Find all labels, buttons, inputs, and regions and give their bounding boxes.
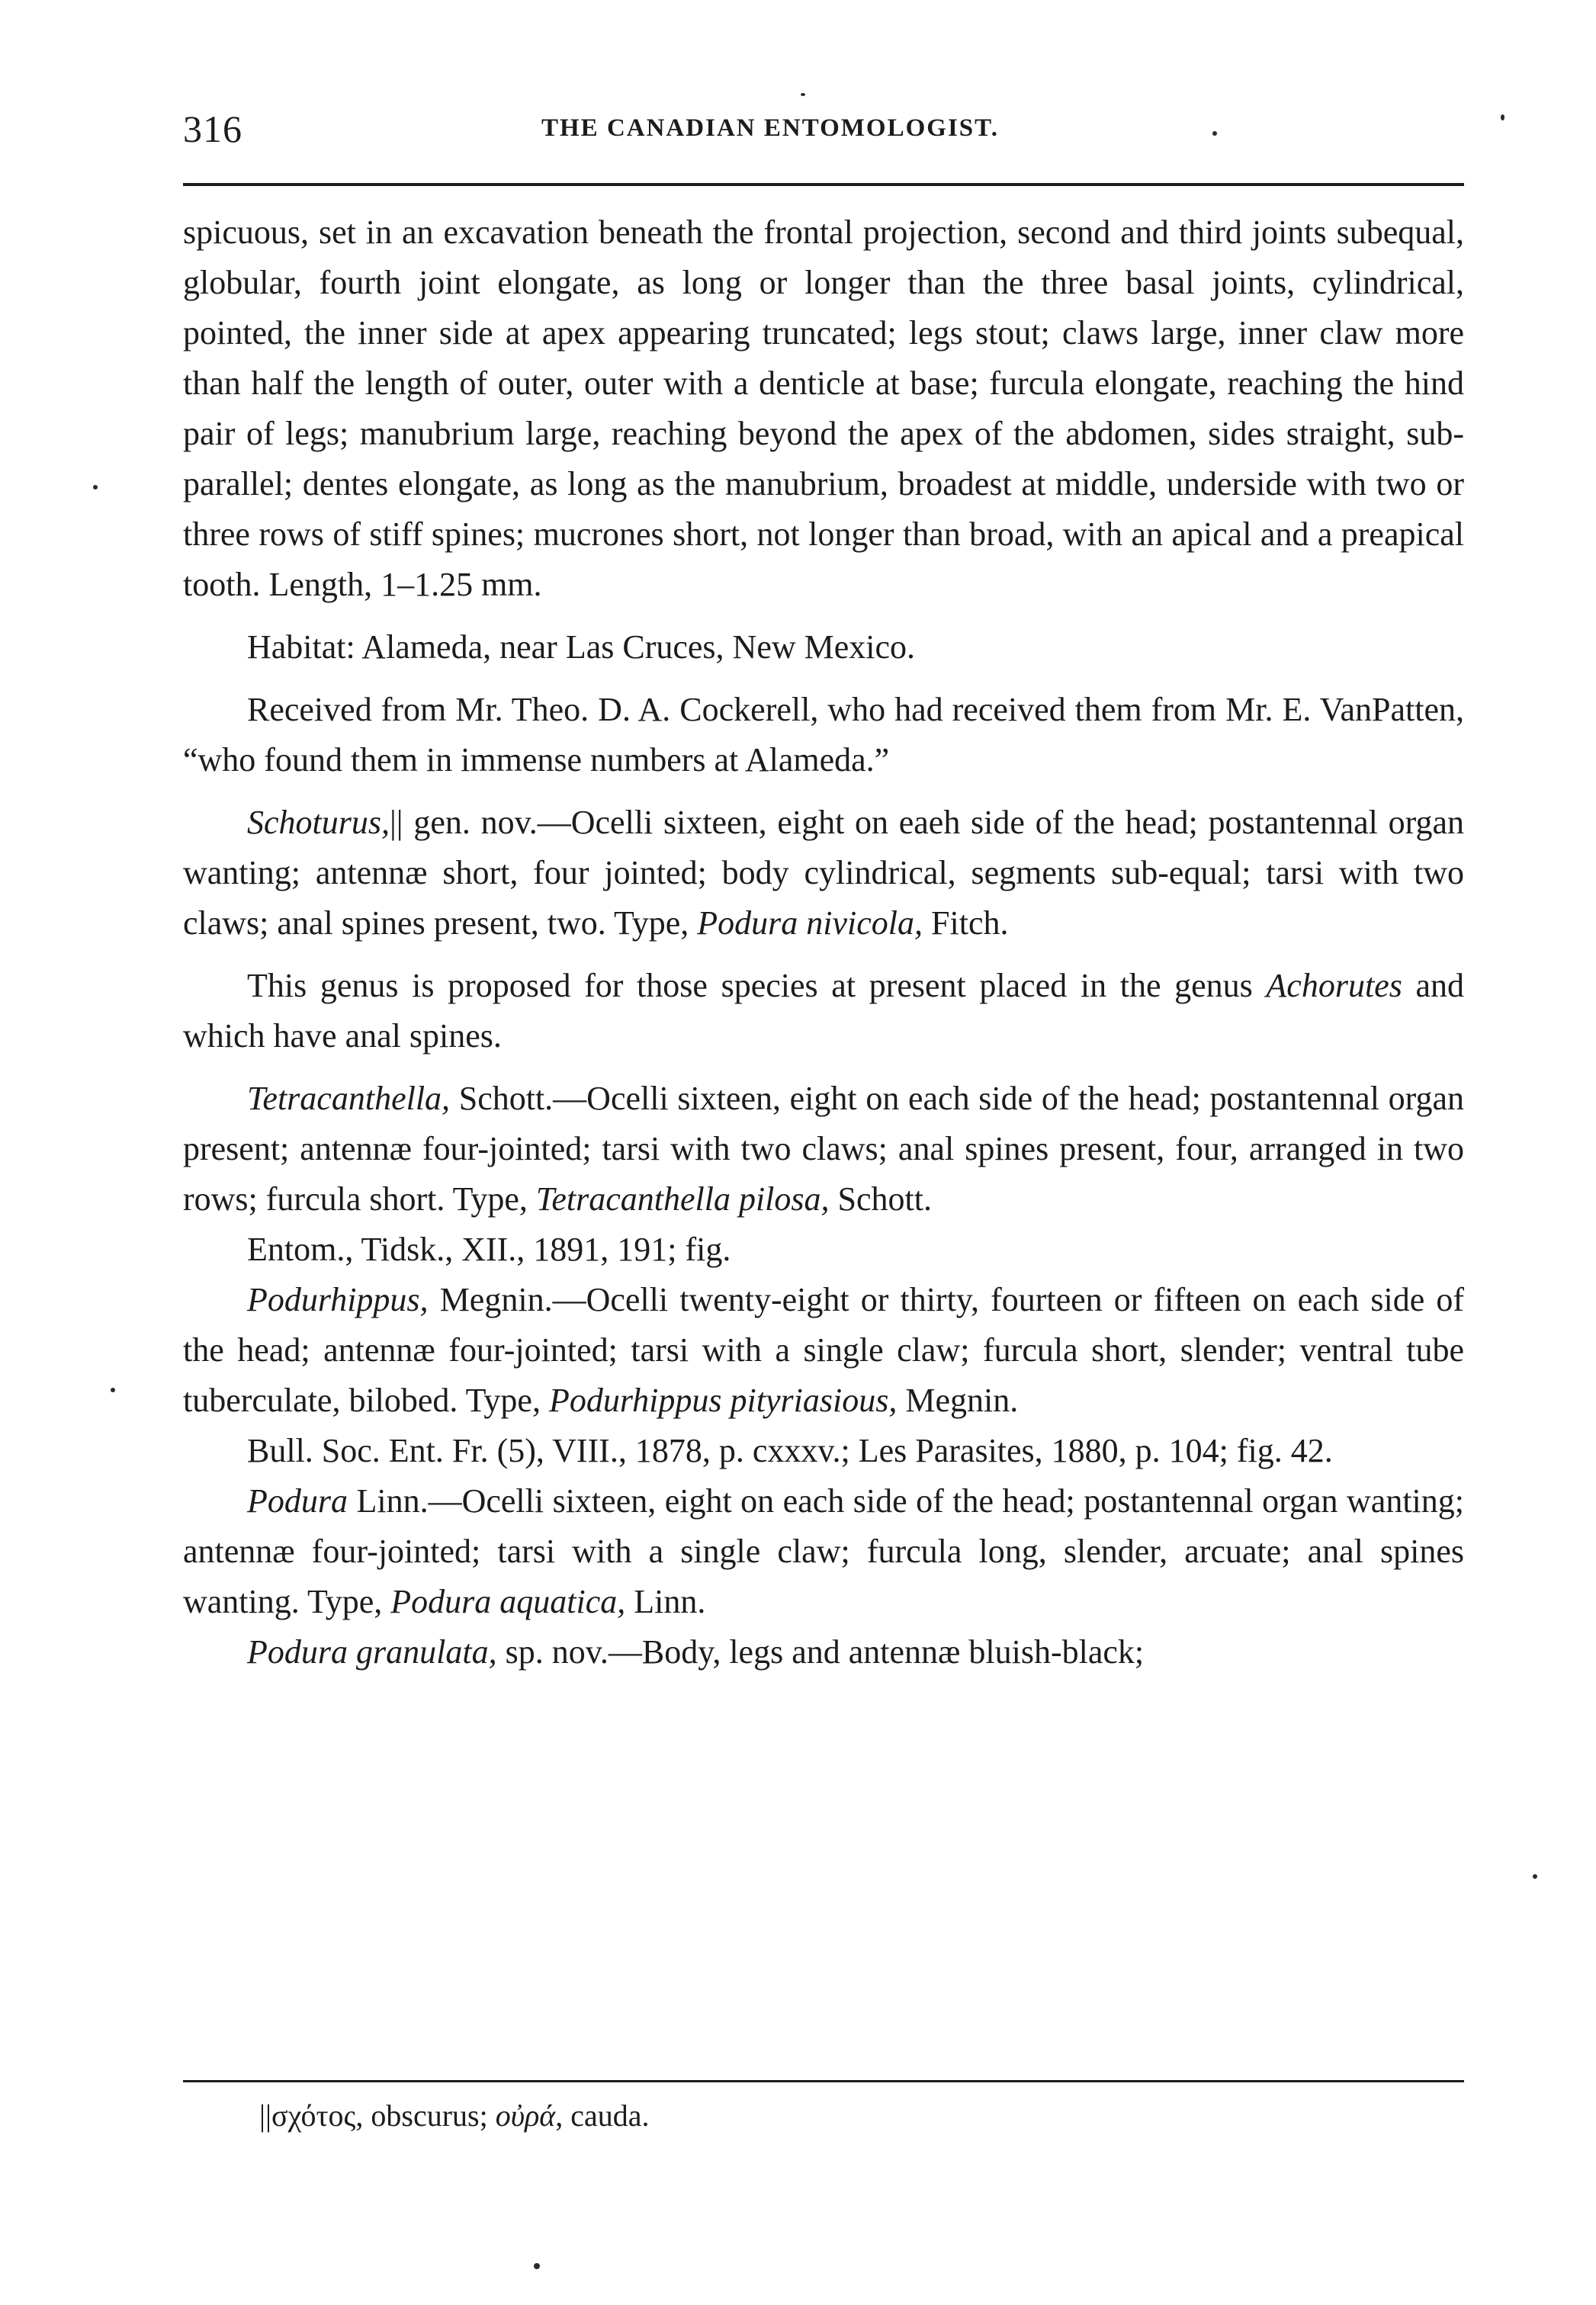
greek-word: οὐρά: [495, 2098, 556, 2133]
paragraph-tetracanthella: [183, 1074, 1464, 1225]
genus-diagnosis: gen. nov.—Ocelli sixteen, eight on eaeh side of the head; postantennal organ wanting; antennæ short, four jointed; body cylindrical, segments sub-equal; tarsi with two claws; anal spines present, two. Type,: [183, 804, 1464, 942]
print-speck: [1533, 1874, 1537, 1879]
type-author: Fitch.: [923, 904, 1009, 942]
footnote: [259, 2093, 650, 2139]
type-species: Podura nivicola,: [697, 904, 923, 942]
print-speck: [111, 1388, 115, 1392]
genus-name: Schoturus,: [247, 804, 390, 841]
print-speck: [801, 93, 805, 96]
footnote-text: , obscurus;: [355, 2098, 496, 2133]
body-text: [183, 207, 1464, 1677]
genus-diagnosis: Megnin.—Ocelli twenty-eight or thirty, fourteen or fifteen on each side of the head; antennæ four-jointed; tarsi with a single claw; furcula short, slender; ventral tube tuberculate, bilobed. Type,: [183, 1281, 1464, 1419]
species-description: sp. nov.—Body, legs and antennæ bluish-black;: [496, 1633, 1145, 1671]
paragraph-received: Received from Mr. Theo. D. A. Cockerell, who had received them from Mr. E. VanPatten, “who found them in immense numbers at Alameda.”: [183, 691, 1464, 778]
genus-name: Podura: [247, 1482, 348, 1520]
note-text: and which have anal spines.: [183, 967, 1465, 1055]
footnote-rule: [183, 2080, 1464, 2082]
reference-tetracanthella: Entom., Tidsk., XII., 1891, 191; fig.: [247, 1231, 731, 1268]
reference-podurhippus: Bull. Soc. Ent. Fr. (5), VIII., 1878, p. cxxxv.; Les Parasites, 1880, p. 104; fig. 42.: [247, 1432, 1333, 1469]
paragraph-habitat: Habitat: Alameda, near Las Cruces, New Mexico.: [247, 628, 916, 666]
type-species: Podurhippus pityriasious,: [548, 1382, 898, 1419]
print-speck: [93, 485, 98, 490]
running-title: THE CANADIAN ENTOMOLOGIST.: [541, 114, 999, 142]
type-species: Tetracanthella pilosa,: [535, 1180, 830, 1218]
genus-name: Tetracanthella,: [247, 1080, 451, 1117]
type-author: Schott.: [829, 1180, 932, 1218]
print-speck: [1212, 131, 1217, 136]
print-speck: [534, 2263, 540, 2269]
paragraph-podura: [183, 1476, 1464, 1627]
species-name: Podura granulata,: [247, 1633, 497, 1671]
print-speck: [1501, 114, 1504, 120]
paragraph-podura-granulata: [183, 1627, 1464, 1677]
paragraph-schoturus: [183, 798, 1464, 949]
type-author: Megnin.: [897, 1382, 1019, 1419]
page-number: 316: [183, 108, 242, 150]
footnote-mark: ||: [259, 2098, 272, 2133]
footnote-text: , cauda.: [555, 2098, 650, 2133]
paragraph-genus-note: [183, 961, 1464, 1061]
page-header: [183, 107, 1464, 168]
genus-diagnosis: Linn.—Ocelli sixteen, eight on each side of the head; postantennal organ wanting; antennæ four-jointed; tarsi with a single claw; furcula long, slender, arcuate; anal spines wanting. Type,: [183, 1482, 1464, 1620]
genus-name: Podurhippus,: [247, 1281, 429, 1318]
footnote-mark: ||: [390, 804, 403, 841]
genus-diagnosis: Schott.—Ocelli sixteen, eight on each side of the head; postantennal organ present; antennæ four-jointed; tarsi with two claws; anal spines present, four, arranged in two rows; furcula short. Type,: [183, 1080, 1464, 1218]
genus-name: Achorutes: [1266, 967, 1402, 1004]
greek-word: σχότος: [271, 2098, 356, 2133]
note-text: This genus is proposed for those species at present placed in the genus: [247, 967, 1267, 1004]
type-species: Podura aquatica,: [390, 1583, 626, 1620]
header-rule: [183, 183, 1464, 186]
type-author: Linn.: [625, 1583, 706, 1620]
paragraph-description-continued: spicuous, set in an excavation beneath the frontal projection, second and third joints subequal, globular, fourth joint elongate, as long or longer than the three basal joints, cylindrical, pointed, the inner side at apex appearing truncated; legs stout; claws large, inner claw more than half the length of outer, outer with a denticle at base; furcula elongate, reaching the hind pair of legs; manubrium large, reaching beyond the apex of the abdomen, sides straight, sub-parallel; dentes elongate, as long as the manubrium, broadest at middle, underside with two or three rows of stiff spines; mucrones short, not longer than broad, with an apical and a preapical tooth. Length, 1–1.25 mm.: [183, 213, 1464, 603]
paragraph-podurhippus: [183, 1275, 1464, 1426]
